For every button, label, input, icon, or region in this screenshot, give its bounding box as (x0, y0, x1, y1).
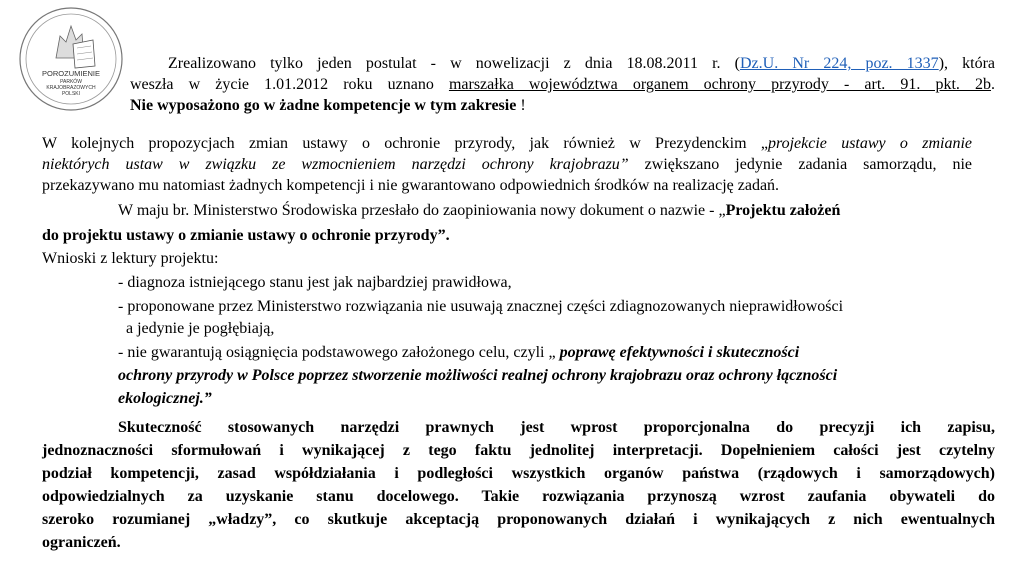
conclusion-item-continued: a jedynie je pogłębiają, (126, 320, 275, 337)
text: - nie gwarantują osiągnięcia podstawowego założonego celu, czyli „ (118, 344, 560, 361)
conclusion-item-continued: ekologicznej.” (118, 390, 212, 407)
law-citation-link[interactable]: Dz.U. Nr 224, poz. 1337 (739, 55, 939, 72)
logo-text: POLSKI (61, 91, 81, 97)
summary-line: podział kompetencji, zasad współdziałania i podległości wszystkich organów państwa (rządowych i samorządowych) (42, 465, 995, 482)
conclusion-item: - diagnoza istniejącego stanu jest jak najbardziej prawidłowa, (118, 274, 512, 291)
paragraph-3-line (118, 201, 840, 221)
summary-line: szeroko rozumianej „władzy”, co skutkuje akceptacją proponowanych działań i wynikających z nich ewentualnych (42, 511, 995, 528)
summary-line: odpowiedzialnych za uzyskanie stanu docelowego. Takie rozwiązania przynoszą wzrost zaufania obywateli do (42, 488, 995, 505)
italic-text: niektórych ustaw w związku ze wzmocnieniem narzędzi ochrony krajobrazu” (42, 156, 629, 173)
bold-italic-text: poprawę efektywności i skuteczności (559, 344, 800, 361)
conclusion-item-continued: ochrony przyrody w Polsce poprzez stworzenie możliwości realnej ochrony krajobrazu oraz ochrony łączności (118, 367, 838, 384)
summary-line: ograniczeń. (42, 534, 121, 551)
logo-text: KRAJOBRAZOWYCH (46, 85, 96, 91)
logo-text: POROZUMIENIE (42, 69, 100, 78)
conclusion-item (118, 343, 799, 363)
logo-text: PARKÓW (60, 79, 82, 85)
bold-text: Projektu założeń (725, 202, 841, 219)
text: ), która (938, 55, 996, 72)
text: W maju br. Ministerstwo Środowiska przesłało do zaopiniowania nowy dokument o nazwie - „ (118, 202, 726, 219)
italic-text: projekcie ustawy o zmianie (767, 135, 972, 152)
underlined-text: marszałka województwa organem ochrony przyrody - art. 91. pkt. 2b (448, 76, 992, 93)
summary-line: Skuteczność stosowanych narzędzi prawnych jest wprost proporcjonalna do precyzji ich zapisu, (118, 419, 995, 436)
paragraph-2-line: przekazywano mu natomiast żadnych kompetencji i nie gwarantowano odpowiednich środków na realizację zadań. (42, 177, 780, 194)
porozumienie-logo (18, 6, 124, 112)
bold-text: Nie wyposażono go w żadne kompetencje w tym zakresie (130, 97, 517, 114)
paragraph-1-line (130, 96, 526, 116)
conclusions-heading: Wnioski z lektury projektu: (42, 250, 219, 267)
paragraph-3-line: do projektu ustawy o zmianie ustawy o ochronie przyrody”. (42, 227, 450, 244)
conclusion-item: - proponowane przez Ministerstwo rozwiązania nie usuwają znacznej części zdiagnozowanych nieprawidłowości (118, 298, 844, 315)
paragraph-2-line (42, 134, 972, 154)
text: zwiększano jedynie zadania samorządu, nie (628, 156, 972, 173)
text: weszła w życie 1.01.2012 roku uznano (130, 76, 449, 93)
text: Zrealizowano tylko jeden postulat - w nowelizacji z dnia 18.08.2011 r. ( (168, 55, 740, 72)
summary-line: jednoznaczności sformułowań i wynikającej z tego faktu jednolitej interpretacji. Dopełnieniem całości jest czytelny (42, 442, 995, 459)
text: . (991, 76, 996, 93)
text: W kolejnych propozycjach zmian ustawy o ochronie przyrody, jak również w Prezydenckim „ (42, 135, 768, 152)
text: ! (516, 97, 526, 114)
paragraph-1-line (168, 54, 995, 74)
paragraph-1-line (130, 75, 995, 95)
paragraph-2-line (42, 155, 972, 175)
